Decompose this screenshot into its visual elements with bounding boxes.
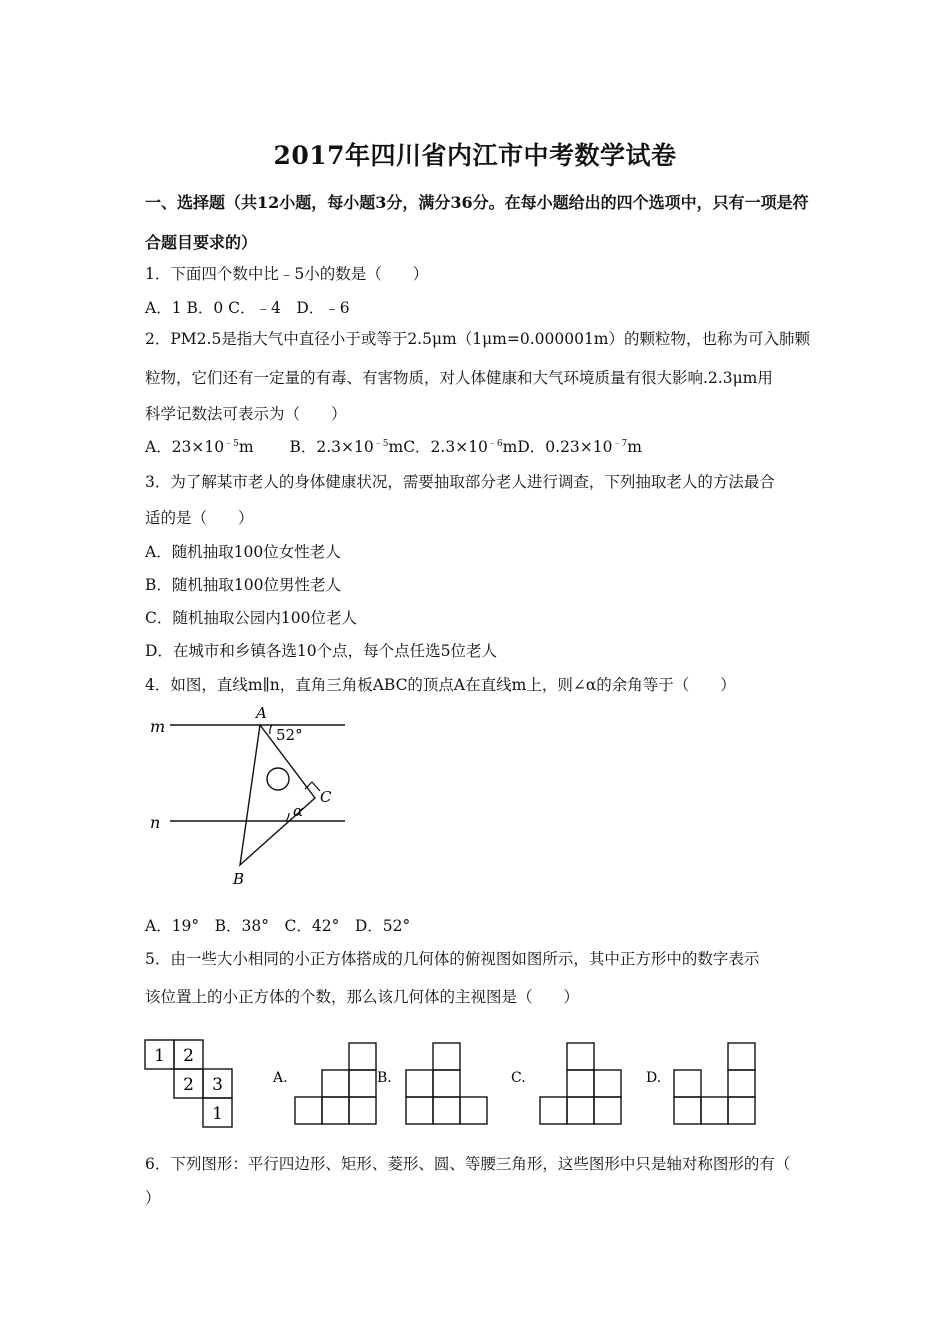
q5-figure	[140, 1035, 820, 1130]
q2-opt-b-exp: ﹣5	[373, 439, 389, 449]
option-b-label: B.	[377, 1070, 392, 1086]
option-a-label: A.	[273, 1070, 288, 1086]
q3-option-d: D．在城市和乡镇各选10个点，每个点任选5位老人	[145, 642, 498, 660]
q2-opt-b: m B．2.3×10	[238, 438, 374, 456]
page-title: 2017年四川省内江市中考数学试卷	[273, 141, 677, 170]
label-52: 52°	[276, 726, 303, 744]
label-m: m	[150, 717, 166, 736]
option-d-front-view	[674, 1043, 755, 1124]
top-view-cell: 2	[183, 1046, 194, 1066]
q1-options: A．1 B．0 C．﹣4 D．﹣6	[145, 299, 350, 317]
top-view-cell: 1	[212, 1104, 223, 1124]
q3-option-b: B．随机抽取100位男性老人	[145, 576, 341, 594]
q3-line1: 3．为了解某市老人的身体健康状况，需要抽取部分老人进行调查，下列抽取老人的方法最合	[145, 473, 775, 491]
label-a: A	[256, 704, 267, 722]
triangle-hole	[267, 768, 289, 790]
q5-line1: 5．由一些大小相同的小正方体搭成的几何体的俯视图如图所示，其中正方形中的数字表示	[145, 950, 760, 968]
q1-stem: 1．下面四个数中比﹣5小的数是（ ）	[145, 265, 429, 283]
section-heading-line1: 一、选择题（共12小题，每小题3分，满分36分。在每小题给出的四个选项中，只有一项是符	[145, 193, 809, 212]
q5-line2: 该位置上的小正方体的个数，那么该几何体的主视图是（ ）	[145, 988, 580, 1006]
q2-opt-d: mD．0.23×10	[502, 438, 613, 456]
label-alpha: α	[293, 802, 304, 820]
q6-line1: 6．下列图形：平行四边形、矩形、菱形、圆、等腰三角形，这些图形中只是轴对称图形的有（	[145, 1155, 791, 1173]
q2-options	[145, 435, 642, 457]
q4-figure	[140, 700, 360, 895]
top-view-cell: 1	[154, 1046, 165, 1066]
section-heading-line2: 合题目要求的）	[145, 233, 258, 252]
q2-opt-a: A．23×10	[145, 438, 225, 456]
q3-option-c: C．随机抽取公园内100位老人	[145, 609, 357, 627]
top-view-cell: 2	[183, 1075, 194, 1095]
option-b-front-view	[406, 1043, 487, 1124]
q2-opt-d-exp: ﹣7	[612, 439, 628, 449]
q4-options: A．19° B．38° C．42° D．52°	[145, 917, 411, 935]
option-a-front-view	[295, 1043, 376, 1124]
q3-line2: 适的是（ ）	[145, 509, 254, 527]
q2-line3: 科学记数法可表示为（ ）	[145, 405, 347, 423]
q2-opt-end: m	[627, 438, 642, 456]
label-c: C	[320, 788, 332, 806]
label-n: n	[150, 813, 161, 832]
q2-line1: 2．PM2.5是指大气中直径小于或等于2.5μm（1μm=0.000001m）的颗粒物，也称为可入肺颗	[145, 330, 811, 348]
q4-stem: 4．如图，直线m∥n，直角三角板ABC的顶点A在直线m上，则∠α的余角等于（ ）	[145, 676, 736, 694]
option-c-label: C.	[511, 1070, 526, 1086]
q2-opt-a-exp: ﹣5	[224, 439, 239, 449]
label-b: B	[233, 870, 245, 888]
top-view-cell: 3	[212, 1075, 223, 1095]
angle-52-arc	[270, 725, 272, 734]
q2-opt-c-exp: ﹣6	[487, 439, 503, 449]
triangle-abc	[240, 725, 315, 865]
q2-line2: 粒物，它们还有一定量的有毒、有害物质，对人体健康和大气环境质量有很大影响.2.3μm用	[145, 369, 773, 387]
option-d-label: D.	[646, 1070, 662, 1086]
option-c-front-view	[540, 1043, 621, 1124]
right-angle-mark	[305, 782, 320, 791]
q3-option-a: A．随机抽取100位女性老人	[145, 543, 341, 561]
q6-line2: ）	[145, 1189, 161, 1207]
q2-opt-c: mC．2.3×10	[388, 438, 488, 456]
alpha-arc	[286, 813, 289, 821]
